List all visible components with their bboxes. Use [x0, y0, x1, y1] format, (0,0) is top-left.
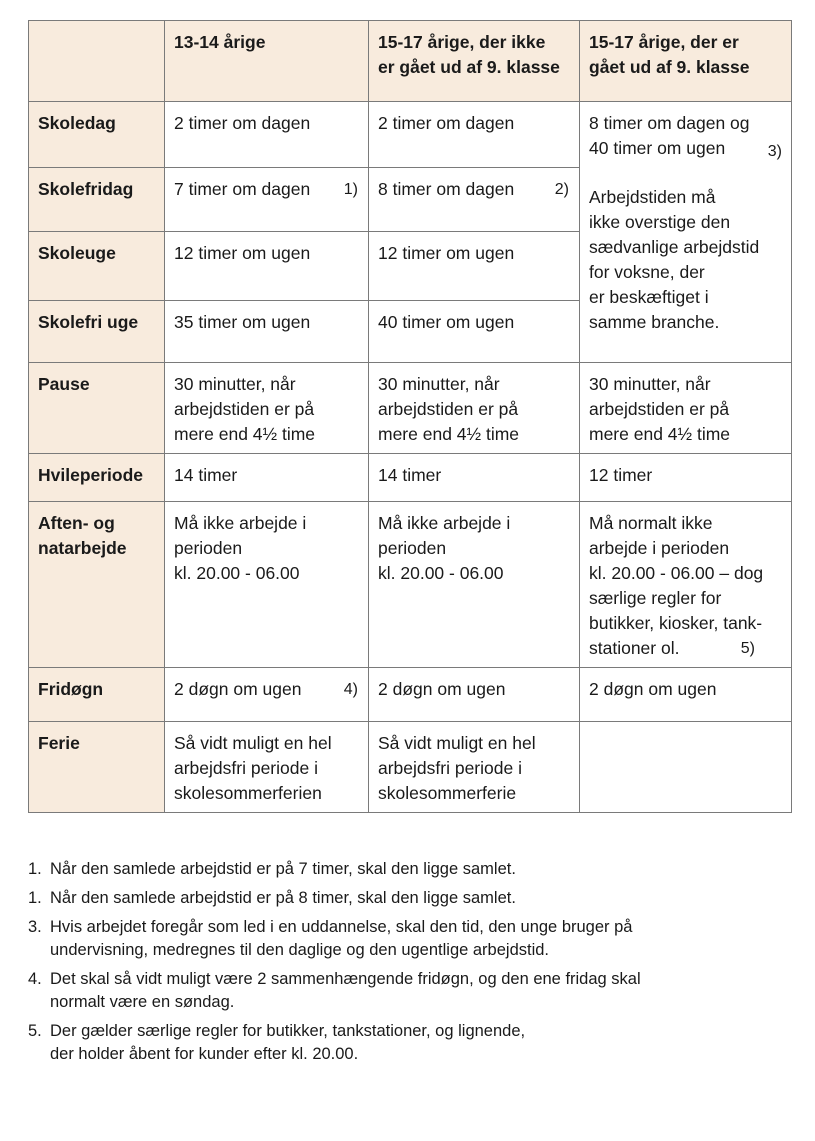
- cell-line: butikker, kiosker, tank-: [589, 613, 763, 633]
- cell-hvileperiode-15-17: 14 timer: [369, 454, 580, 502]
- cell-line: samme branche.: [589, 312, 720, 332]
- table-header-row: [29, 21, 792, 102]
- cell-line: 30 minutter, når: [589, 374, 711, 394]
- footnote-marker: 4): [343, 681, 358, 698]
- header-line: 13-14 årige: [174, 32, 266, 52]
- cell-line: arbejdstiden er på: [174, 399, 315, 419]
- cell-line: natarbejde: [38, 538, 127, 558]
- footnote-marker: 2): [554, 181, 569, 198]
- footnote-line: Der gælder særlige regler for butikker, tankstationer, og lignende,: [50, 1022, 526, 1040]
- footnote-marker: 5): [740, 640, 755, 657]
- cell-fridoegn-13-14: [165, 668, 369, 722]
- cell-skolefridag-15-17: [369, 168, 580, 232]
- cell-ferie-15-17: [369, 722, 580, 813]
- cell-skolefri-uge-13-14: 35 timer om ugen: [165, 301, 369, 363]
- cell-pause-13-14: [165, 363, 369, 454]
- footnote-number: 1.: [28, 889, 42, 907]
- cell-line: perioden: [378, 538, 447, 558]
- footnote-marker: 3): [767, 143, 782, 160]
- cell-skoleuge-13-14: 12 timer om ugen: [165, 232, 369, 301]
- table-row: [29, 454, 792, 502]
- cell-ferie-15-17-graduated: [580, 722, 792, 813]
- cell-pause-15-17-graduated: [580, 363, 792, 454]
- footnote-item: [28, 1020, 768, 1066]
- cell-line: Arbejdstiden må: [589, 187, 716, 207]
- footnote-item: [28, 916, 768, 962]
- cell-line: arbejde i perioden: [589, 538, 730, 558]
- cell-merged-15-17-graduated: [580, 102, 792, 363]
- footnote-line: Når den samlede arbejdstid er på 8 timer, skal den ligge samlet.: [50, 889, 516, 907]
- cell-line: 8 timer om dagen og: [589, 113, 750, 133]
- cell-line: er beskæftiget i: [589, 287, 709, 307]
- cell-line: for voksne, der: [589, 262, 705, 282]
- row-label-skoleuge: Skoleuge: [29, 232, 165, 301]
- cell-hvileperiode-13-14: 14 timer: [165, 454, 369, 502]
- cell-line: skolesommerferien: [174, 783, 322, 803]
- cell-pause-15-17: [369, 363, 580, 454]
- table-row: [29, 363, 792, 454]
- cell-skolefridag-13-14: [165, 168, 369, 232]
- cell-skoledag-15-17: 2 timer om dagen: [369, 102, 580, 168]
- cell-text: 2 døgn om ugen: [174, 679, 302, 699]
- header-line: gået ud af 9. klasse: [589, 57, 750, 77]
- table-row: [29, 102, 792, 168]
- cell-ferie-13-14: [165, 722, 369, 813]
- row-label-fridoegn: Fridøgn: [29, 668, 165, 722]
- footnote-marker: 1): [343, 181, 358, 198]
- footnote-item: [28, 968, 768, 1014]
- cell-text: 8 timer om dagen: [378, 179, 515, 199]
- cell-line: mere end 4½ time: [174, 424, 316, 444]
- header-15-17-graduated: [580, 21, 792, 102]
- header-15-17-not-graduated: [369, 21, 580, 102]
- cell-skoledag-13-14: 2 timer om dagen: [165, 102, 369, 168]
- footnote-number: 3.: [28, 918, 42, 936]
- cell-line: arbejdstiden er på: [378, 399, 519, 419]
- footnote-line: der holder åbent for kunder efter kl. 20.00.: [50, 1045, 359, 1063]
- cell-line: Må ikke arbejde i: [378, 513, 511, 533]
- footnotes-list: [28, 858, 768, 1072]
- cell-line: mere end 4½ time: [378, 424, 520, 444]
- cell-line: arbejdstiden er på: [589, 399, 730, 419]
- cell-line: Må normalt ikke: [589, 513, 713, 533]
- row-label-skoledag: Skoledag: [29, 102, 165, 168]
- cell-aften-15-17: [369, 502, 580, 668]
- footnote-line: Når den samlede arbejdstid er på 7 timer, skal den ligge samlet.: [50, 860, 516, 878]
- cell-line: Så vidt muligt en hel: [378, 733, 536, 753]
- cell-line: kl. 20.00 - 06.00: [378, 563, 504, 583]
- footnote-number: 4.: [28, 970, 42, 988]
- footnote-line: undervisning, medregnes til den daglige og den ugentlige arbejdstid.: [50, 941, 550, 959]
- row-label-skolefridag: Skolefridag: [29, 168, 165, 232]
- cell-line: 40 timer om ugen: [589, 138, 726, 158]
- cell-line: stationer ol.: [589, 638, 680, 658]
- cell-line: sædvanlige arbejdstid: [589, 237, 760, 257]
- footnote-item: [28, 858, 768, 881]
- row-label-ferie: Ferie: [29, 722, 165, 813]
- cell-line: 30 minutter, når: [174, 374, 296, 394]
- cell-aften-13-14: [165, 502, 369, 668]
- table-row: [29, 722, 792, 813]
- table-row: [29, 668, 792, 722]
- merged-cell-top: [589, 111, 782, 161]
- footnote-number: 1.: [28, 860, 42, 878]
- cell-line: skolesommerferie: [378, 783, 517, 803]
- row-label-pause: Pause: [29, 363, 165, 454]
- header-line: er gået ud af 9. klasse: [378, 57, 560, 77]
- header-line: 15-17 årige, der er: [589, 32, 739, 52]
- cell-line: ikke overstige den: [589, 212, 731, 232]
- cell-line: Aften- og: [38, 513, 115, 533]
- cell-line: Så vidt muligt en hel: [174, 733, 332, 753]
- row-label-aften: [29, 502, 165, 668]
- footnote-item: [28, 887, 768, 910]
- row-label-skolefri-uge: Skolefri uge: [29, 301, 165, 363]
- footnote-line: normalt være en søndag.: [50, 993, 235, 1011]
- cell-aften-15-17-graduated: [580, 502, 792, 668]
- footnote-line: Det skal så vidt muligt være 2 sammenhængende fridøgn, og den ene fridag skal: [50, 970, 641, 988]
- cell-line: kl. 20.00 - 06.00: [174, 563, 300, 583]
- cell-fridoegn-15-17-graduated: 2 døgn om ugen: [580, 668, 792, 722]
- cell-line: 30 minutter, når: [378, 374, 500, 394]
- cell-line: arbejdsfri periode i: [378, 758, 522, 778]
- cell-line: arbejdsfri periode i: [174, 758, 318, 778]
- cell-fridoegn-15-17: 2 døgn om ugen: [369, 668, 580, 722]
- footnote-number: 5.: [28, 1022, 42, 1040]
- header-13-14: [165, 21, 369, 102]
- corner-cell: [29, 21, 165, 102]
- cell-text: 7 timer om dagen: [174, 179, 311, 199]
- row-label-hvileperiode: Hvileperiode: [29, 454, 165, 502]
- cell-skolefri-uge-15-17: 40 timer om ugen: [369, 301, 580, 363]
- footnote-line: Hvis arbejdet foregår som led i en uddannelse, skal den tid, den unge bruger på: [50, 918, 633, 936]
- table-row: [29, 502, 792, 668]
- cell-line: Må ikke arbejde i: [174, 513, 307, 533]
- header-line: 15-17 årige, der ikke: [378, 32, 546, 52]
- cell-line: særlige regler for: [589, 588, 722, 608]
- working-hours-table: [28, 20, 792, 813]
- cell-line: perioden: [174, 538, 243, 558]
- cell-skoleuge-15-17: 12 timer om ugen: [369, 232, 580, 301]
- cell-line: kl. 20.00 - 06.00 – dog: [589, 563, 764, 583]
- cell-line: mere end 4½ time: [589, 424, 731, 444]
- cell-hvileperiode-15-17-graduated: 12 timer: [580, 454, 792, 502]
